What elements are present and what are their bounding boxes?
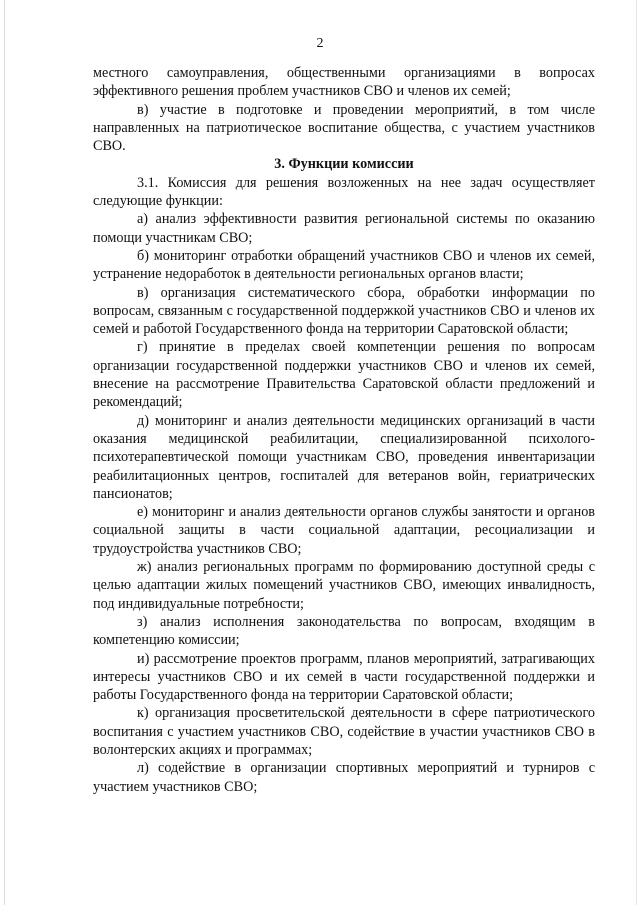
section-heading: 3. Функции комиссии <box>274 156 414 173</box>
paragraph-3-1: 3.1. Комиссия для решения возложенных на нее задач осуществляет следующие функции: <box>93 174 595 210</box>
function-item-v: в) организация систематического сбора, обработки информации по вопросам, связанным с государственной поддержкой участников СВО и членов их семей и работой Государственного фонда на территории Саратовской области; <box>93 284 595 338</box>
function-item-d: д) мониторинг и анализ деятельности медицинских организаций в части оказания медицинской реабилитации, специализированной психолого-психотерапевтической помощи участникам СВО, проведения инвентаризации реабилитационных центров, госпиталей для ветеранов войн, гериатрических пансионатов; <box>93 412 595 502</box>
function-item-z: з) анализ исполнения законодательства по вопросам, входящим в компетенцию комиссии; <box>93 613 595 649</box>
document-body <box>93 64 595 796</box>
page-number: 2 <box>316 36 324 51</box>
paragraph-item-v: в) участие в подготовке и проведении мероприятий, в том числе направленных на патриотическое воспитание общества, с участием участников СВО. <box>93 101 595 155</box>
function-item-i: и) рассмотрение проектов программ, планов мероприятий, затрагивающих интересы участников СВО и их семей в части государственной поддержки и работы Государственного фонда на территории Саратовской области; <box>93 650 595 704</box>
function-item-a: а) анализ эффективности развития региональной системы по оказанию помощи участникам СВО; <box>93 211 595 246</box>
scan-edge-right <box>636 0 637 905</box>
function-item-l: л) содействие в организации спортивных мероприятий и турниров с участием участников СВО; <box>93 760 595 795</box>
function-item-zh: ж) анализ региональных программ по формированию доступной среды с целью адаптации жилых помещений участников СВО, имеющих инвалидность, под индивидуальные потребности; <box>93 559 595 612</box>
function-item-e: е) мониторинг и анализ деятельности органов службы занятости и органов социальной защиты в части социальной адаптации, ресоциализации и трудоустройства участников СВО; <box>93 504 595 557</box>
function-item-k: к) организация просветительской деятельности в сфере патриотического воспитания с участием участников СВО, содействие в участии участников СВО в волонтерских акциях и программах; <box>93 705 595 758</box>
function-item-b: б) мониторинг отработки обращений участников СВО и членов их семей, устранение недоработок в деятельности региональных органов власти; <box>93 247 595 283</box>
paragraph-continuation: местного самоуправления, общественными организациями в вопросах эффективного решения проблем участников СВО и членов их семей; <box>93 65 595 100</box>
scan-edge-left <box>4 0 5 905</box>
function-item-g: г) принятие в пределах своей компетенции решения по вопросам организации государственной поддержки участников СВО и членов их семей, внесение на рассмотрение Правительства Саратовской области предложений и рекомендаций; <box>93 339 595 411</box>
